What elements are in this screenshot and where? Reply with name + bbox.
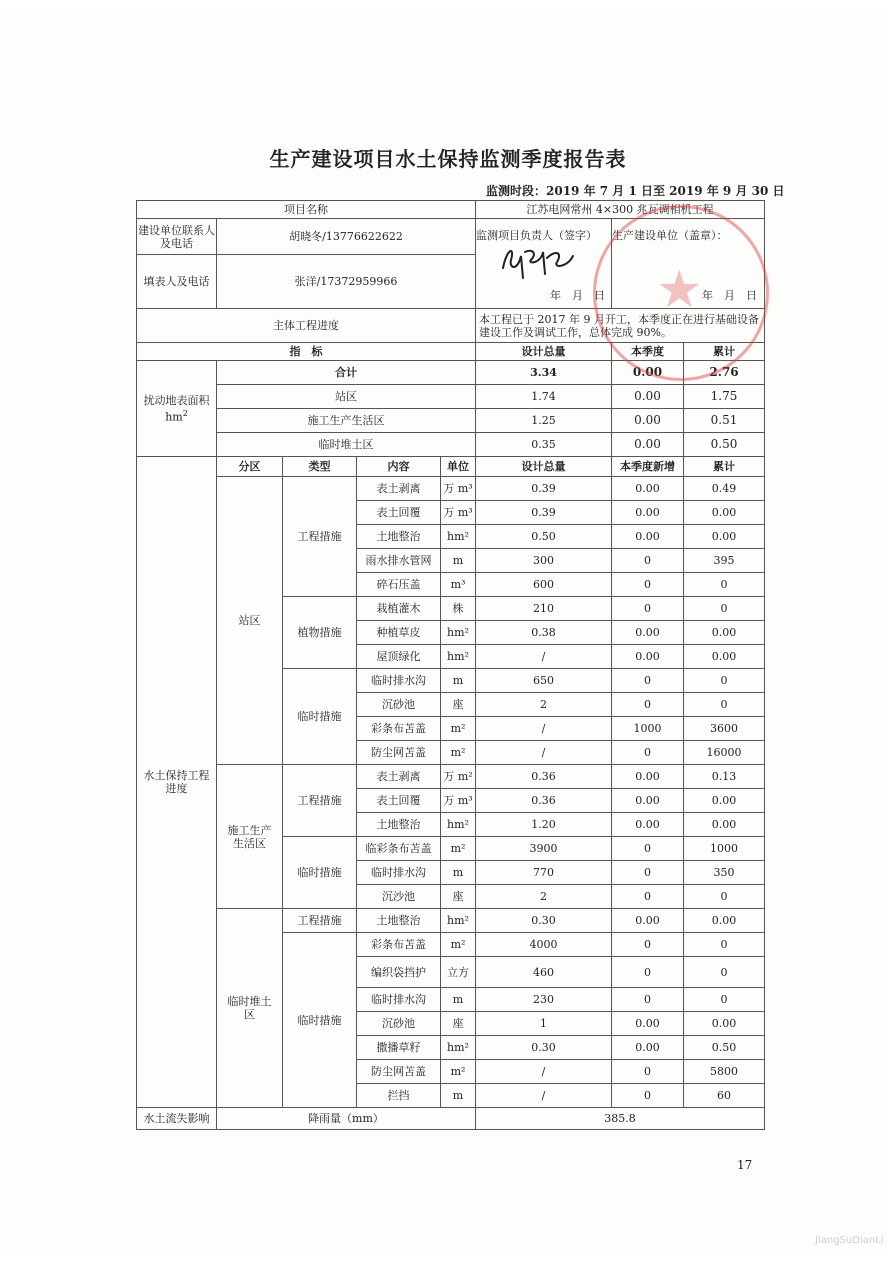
measure-unit: hm² [441,909,476,933]
measure-unit: m² [441,717,476,741]
measure-cumulative: 0.00 [684,909,765,933]
measure-unit: 万 m³ [441,501,476,525]
measure-cumulative: 0.49 [684,477,765,501]
measure-quarter: 0.00 [612,477,684,501]
production-unit-cell [612,219,765,309]
builder-contact-value: 胡晓冬/13776622622 [217,219,476,255]
disturbance-name: 合计 [217,361,476,385]
measure-design: / [476,1084,612,1108]
measure-design: 230 [476,988,612,1012]
measure-quarter: 0 [612,988,684,1012]
measure-design: 650 [476,669,612,693]
measure-content: 土地整治 [357,909,441,933]
measure-quarter: 1000 [612,717,684,741]
measure-unit: 座 [441,1012,476,1036]
design-total-header: 设计总量 [476,343,612,361]
measure-quarter: 0 [612,597,684,621]
unit-superscript: 2 [182,408,188,418]
measure-content: 彩条布苫盖 [357,933,441,957]
measure-unit: m³ [441,573,476,597]
measure-unit: hm² [441,525,476,549]
measure-content: 临彩条布苫盖 [357,837,441,861]
disturbance-quarter: 0.00 [612,409,684,433]
design-total-header: 设计总量 [476,457,612,477]
measure-row [137,765,765,789]
disturbance-quarter: 0.00 [612,433,684,457]
project-name-label: 项目名称 [137,201,476,219]
measure-cumulative: 1000 [684,837,765,861]
disturbance-design: 1.74 [476,385,612,409]
disturbance-name: 临时堆土区 [217,433,476,457]
disturbance-row [137,409,765,433]
type-header: 类型 [283,457,357,477]
measure-quarter: 0 [612,549,684,573]
measure-design: 0.30 [476,909,612,933]
this-quarter-header: 本季度 [612,343,684,361]
disturbance-name: 施工生产生活区 [217,409,476,433]
new-this-quarter-header: 本季度新增 [612,457,684,477]
erosion-label: 水土流失影响 [137,1108,217,1130]
measure-cumulative: 0 [684,933,765,957]
measure-unit: m [441,669,476,693]
filler-label: 填表人及电话 [137,255,217,309]
measure-content: 临时排水沟 [357,669,441,693]
measure-cumulative: 0.00 [684,645,765,669]
date-left: 年 月 日 [550,289,605,302]
measure-cumulative: 16000 [684,741,765,765]
measure-unit: 万 m³ [441,789,476,813]
measure-type: 工程措施 [283,909,357,933]
measure-quarter: 0.00 [612,1036,684,1060]
measure-unit: 株 [441,597,476,621]
report-title: 生产建设项目水土保持监测季度报告表 [269,147,627,171]
measure-content: 表土剥离 [357,765,441,789]
measure-type: 植物措施 [283,597,357,669]
disturbance-design: 3.34 [476,361,612,385]
measure-unit: m² [441,933,476,957]
measure-design: / [476,1060,612,1084]
measure-cumulative: 0 [684,597,765,621]
measure-cumulative: 0 [684,988,765,1012]
measure-design: 0.36 [476,765,612,789]
measure-quarter: 0 [612,669,684,693]
disturbance-cumulative: 0.51 [684,409,765,433]
disturbance-row [137,361,765,385]
measure-design: 2 [476,693,612,717]
measure-quarter: 0.00 [612,1012,684,1036]
indicator-header: 指 标 [137,343,476,361]
measure-content: 撒播草籽 [357,1036,441,1060]
measure-type: 临时措施 [283,837,357,909]
measure-design: 1.20 [476,813,612,837]
measure-content: 防尘网苫盖 [357,1060,441,1084]
zone-name: 临时堆土区 [217,909,283,1108]
main-progress-value: 本工程已于 2017 年 9 月开工，本季度正在进行基础设备建设工作及调试工作，总体完成 90%。 [476,309,765,343]
unit-text: hm [165,410,183,424]
measure-unit: m [441,1084,476,1108]
measure-design: 210 [476,597,612,621]
disturbance-cumulative: 1.75 [684,385,765,409]
report-table [136,200,765,1130]
disturbance-quarter: 0.00 [612,385,684,409]
measure-cumulative: 0.00 [684,525,765,549]
measure-content: 沉砂池 [357,1012,441,1036]
measure-type: 工程措施 [283,477,357,597]
measure-quarter: 0 [612,693,684,717]
page-number: 17 [737,1158,753,1172]
measure-cumulative: 0 [684,885,765,909]
seal-star-icon: ★ [656,260,703,320]
zone-name: 站区 [217,477,283,765]
measure-design: 770 [476,861,612,885]
measure-content: 土地整治 [357,813,441,837]
measure-quarter: 0.00 [612,909,684,933]
monitor-lead-label: 监测项目负责人（签字） [476,229,597,242]
measure-cumulative: 0.00 [684,1012,765,1036]
measure-design: 1 [476,1012,612,1036]
project-name-value: 江苏电网常州 4×300 兆瓦调相机工程 [476,201,765,219]
measure-unit: hm² [441,813,476,837]
measure-design: / [476,717,612,741]
measure-content: 沉沙池 [357,885,441,909]
measure-unit: 座 [441,885,476,909]
measure-quarter: 0.00 [612,525,684,549]
disturbance-quarter: 0.00 [612,361,684,385]
measure-quarter: 0 [612,573,684,597]
measure-design: 0.38 [476,621,612,645]
measure-cumulative: 0.00 [684,813,765,837]
measure-quarter: 0 [612,885,684,909]
measure-content: 临时排水沟 [357,861,441,885]
measure-content: 彩条布苫盖 [357,717,441,741]
measure-content: 碎石压盖 [357,573,441,597]
measure-content: 防尘网苫盖 [357,741,441,765]
monitoring-period: 监测时段：2019 年 7 月 1 日至 2019 年 9 月 30 日 [486,184,785,198]
measure-unit: hm² [441,1036,476,1060]
measure-design: 4000 [476,933,612,957]
measure-row [137,909,765,933]
measure-row [137,477,765,501]
measure-cumulative: 60 [684,1084,765,1108]
disturbance-cumulative: 2.76 [684,361,765,385]
measure-cumulative: 0 [684,573,765,597]
zone-header: 分区 [217,457,283,477]
unit-header: 单位 [441,457,476,477]
measure-design: / [476,741,612,765]
measure-unit: hm² [441,645,476,669]
measure-content: 临时排水沟 [357,988,441,1012]
builder-contact-label: 建设单位联系人及电话 [137,219,217,255]
measure-content: 沉砂池 [357,693,441,717]
measure-content: 屋顶绿化 [357,645,441,669]
measure-design: 3900 [476,837,612,861]
measure-content: 种植草皮 [357,621,441,645]
content-header: 内容 [357,457,441,477]
cumulative-header: 累计 [684,457,765,477]
rainfall-value: 385.8 [476,1108,765,1130]
measure-design: 0.50 [476,525,612,549]
measure-content: 栽植灌木 [357,597,441,621]
measure-unit: 万 m³ [441,477,476,501]
measure-type: 工程措施 [283,765,357,837]
measure-quarter: 0.00 [612,813,684,837]
measure-quarter: 0 [612,933,684,957]
measure-unit: m [441,861,476,885]
measure-unit: 立方 [441,957,476,988]
measure-quarter: 0.00 [612,621,684,645]
measure-cumulative: 0.13 [684,765,765,789]
disturbance-group-text: 扰动地表面积 [143,393,210,407]
measure-cumulative: 5800 [684,1060,765,1084]
measure-unit: m² [441,837,476,861]
measure-unit: hm² [441,621,476,645]
measure-quarter: 0.00 [612,501,684,525]
main-progress-label: 主体工程进度 [137,309,476,343]
measure-design: 2 [476,885,612,909]
rainfall-label: 降雨量（mm） [217,1108,476,1130]
measure-unit: 座 [441,693,476,717]
measure-quarter: 0 [612,1084,684,1108]
disturbance-design: 0.35 [476,433,612,457]
conservation-group-label: 水土保持工程进度 [137,457,217,1108]
measure-design: 0.39 [476,501,612,525]
disturbance-design: 1.25 [476,409,612,433]
measure-design: 0.36 [476,789,612,813]
measure-quarter: 0.00 [612,789,684,813]
measure-quarter: 0 [612,837,684,861]
measure-content: 雨水排水管网 [357,549,441,573]
measure-unit: m² [441,741,476,765]
measure-quarter: 0 [612,741,684,765]
measure-content: 拦挡 [357,1084,441,1108]
measure-unit: m [441,549,476,573]
measure-cumulative: 0.50 [684,1036,765,1060]
measure-content: 编织袋挡护 [357,957,441,988]
measure-design: 600 [476,573,612,597]
measure-quarter: 0 [612,1060,684,1084]
measure-quarter: 0.00 [612,765,684,789]
measure-content: 表土回覆 [357,501,441,525]
measure-unit: 万 m² [441,765,476,789]
measure-content: 土地整治 [357,525,441,549]
monitor-lead-cell [476,219,612,309]
watermark: JiangSuDianLi [815,1235,884,1246]
measure-design: 0.30 [476,1036,612,1060]
disturbance-group-label [137,361,217,457]
measure-cumulative: 350 [684,861,765,885]
production-unit-label: 生产建设单位（盖章）： [612,229,728,242]
measure-quarter: 0 [612,957,684,988]
measure-cumulative: 0 [684,957,765,988]
zone-name: 施工生产生活区 [217,765,283,909]
measure-cumulative: 0 [684,669,765,693]
cumulative-header: 累计 [684,343,765,361]
measure-cumulative: 0.00 [684,621,765,645]
measure-type: 临时措施 [283,669,357,765]
measure-quarter: 0.00 [612,645,684,669]
measure-design: 300 [476,549,612,573]
filler-value: 张洋/17372959966 [217,255,476,309]
disturbance-cumulative: 0.50 [684,433,765,457]
date-right: 年 月 日 [702,289,757,302]
measure-quarter: 0 [612,861,684,885]
measure-cumulative: 0.00 [684,501,765,525]
measure-unit: m² [441,1060,476,1084]
measure-design: 0.39 [476,477,612,501]
measure-design: 460 [476,957,612,988]
measure-cumulative: 0 [684,693,765,717]
disturbance-row [137,385,765,409]
measure-design: / [476,645,612,669]
measure-cumulative: 395 [684,549,765,573]
disturbance-name: 站区 [217,385,476,409]
disturbance-unit [137,407,216,424]
measure-cumulative: 3600 [684,717,765,741]
measure-content: 表土剥离 [357,477,441,501]
measure-cumulative: 0.00 [684,789,765,813]
measure-content: 表土回覆 [357,789,441,813]
measure-type: 临时措施 [283,933,357,1108]
disturbance-row [137,433,765,457]
measure-unit: m [441,988,476,1012]
